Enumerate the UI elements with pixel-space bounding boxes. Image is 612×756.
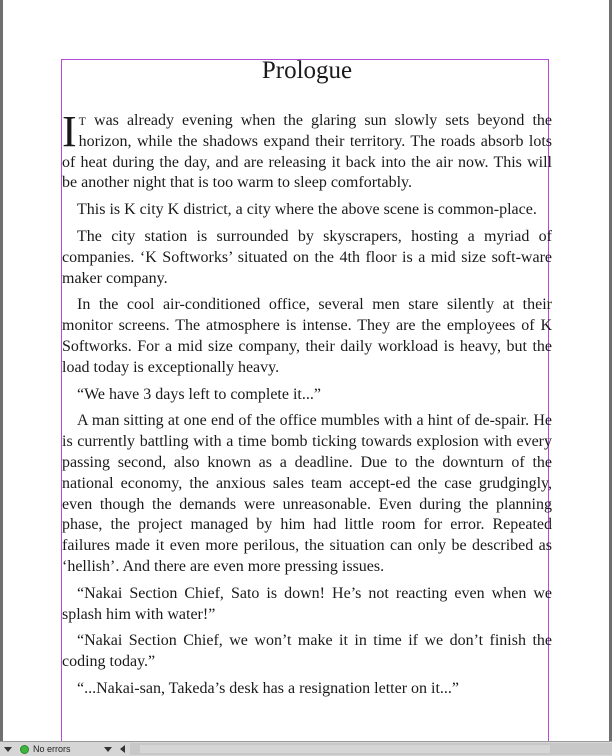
horizontal-scrollbar[interactable] — [130, 743, 612, 755]
status-bar — [0, 741, 612, 756]
first-paragraph-text: was already evening when the glaring sun slowly sets beyond the horizon, while the shadows expand their territory. The roads absorb lots of heat during the day, and are releasing it back into the air now. This will be another night that is too warm to sleep comfortably. — [62, 112, 552, 192]
preflight-status[interactable] — [20, 743, 71, 755]
document-page — [3, 0, 609, 742]
paragraph: “We have 3 days left to complete it...” — [77, 385, 321, 403]
paragraph: This is K city K district, a city where the above scene is common-place. — [77, 201, 537, 219]
first-smallcaps: T — [78, 114, 86, 128]
preflight-status-text: No errors — [33, 744, 71, 754]
first-paragraph — [62, 107, 552, 194]
chevron-down-icon — [104, 747, 112, 752]
status-ok-icon — [20, 745, 29, 754]
arrow-left-icon — [120, 745, 125, 753]
paragraph: In the cool air-conditioned office, several men stare silently at their monitor screens. The atmosphere is intense. They are the employees of K Softworks. For a mid size company, their daily workload is heavy, but the load today is exceptionally heavy. — [62, 296, 552, 376]
paragraph: The city station is surrounded by skyscrapers, hosting a myriad of companies. ‘K Softworks’ situated on the 4th floor is a mid size soft-ware maker company. — [62, 227, 552, 287]
chevron-down-icon — [4, 747, 12, 752]
text-frame[interactable] — [62, 56, 552, 706]
chapter-title: Prologue — [261, 57, 353, 84]
page-menu-button[interactable] — [4, 743, 12, 755]
scroll-left-button[interactable] — [120, 743, 125, 755]
preflight-menu-button[interactable] — [104, 743, 112, 755]
paragraph: “...Nakai-san, Takeda’s desk has a resignation letter on it...” — [77, 679, 460, 697]
drop-cap: I — [62, 107, 77, 156]
paragraph: “Nakai Section Chief, we won’t make it in time if we don’t finish the coding today.” — [62, 632, 552, 671]
paragraph: A man sitting at one end of the office mumbles with a hint of de-spair. He is currently battling with a time bomb ticking towards explosion with every passing second, also known as a deadline. Due to the downturn of the national economy, the anxious sales team accept-ed the case grudgingly, even though the demands were unreasonable. Even during the planning phase, the project managed by him had little room for error. Repeated failures made it even more perilous, the situation can only be described as ‘hellish’. And there are even more pressing issues. — [62, 412, 552, 575]
scrollbar-thumb[interactable] — [140, 745, 550, 753]
paragraph: “Nakai Section Chief, Sato is down! He’s not reacting even when we splash him with water!” — [62, 584, 552, 623]
